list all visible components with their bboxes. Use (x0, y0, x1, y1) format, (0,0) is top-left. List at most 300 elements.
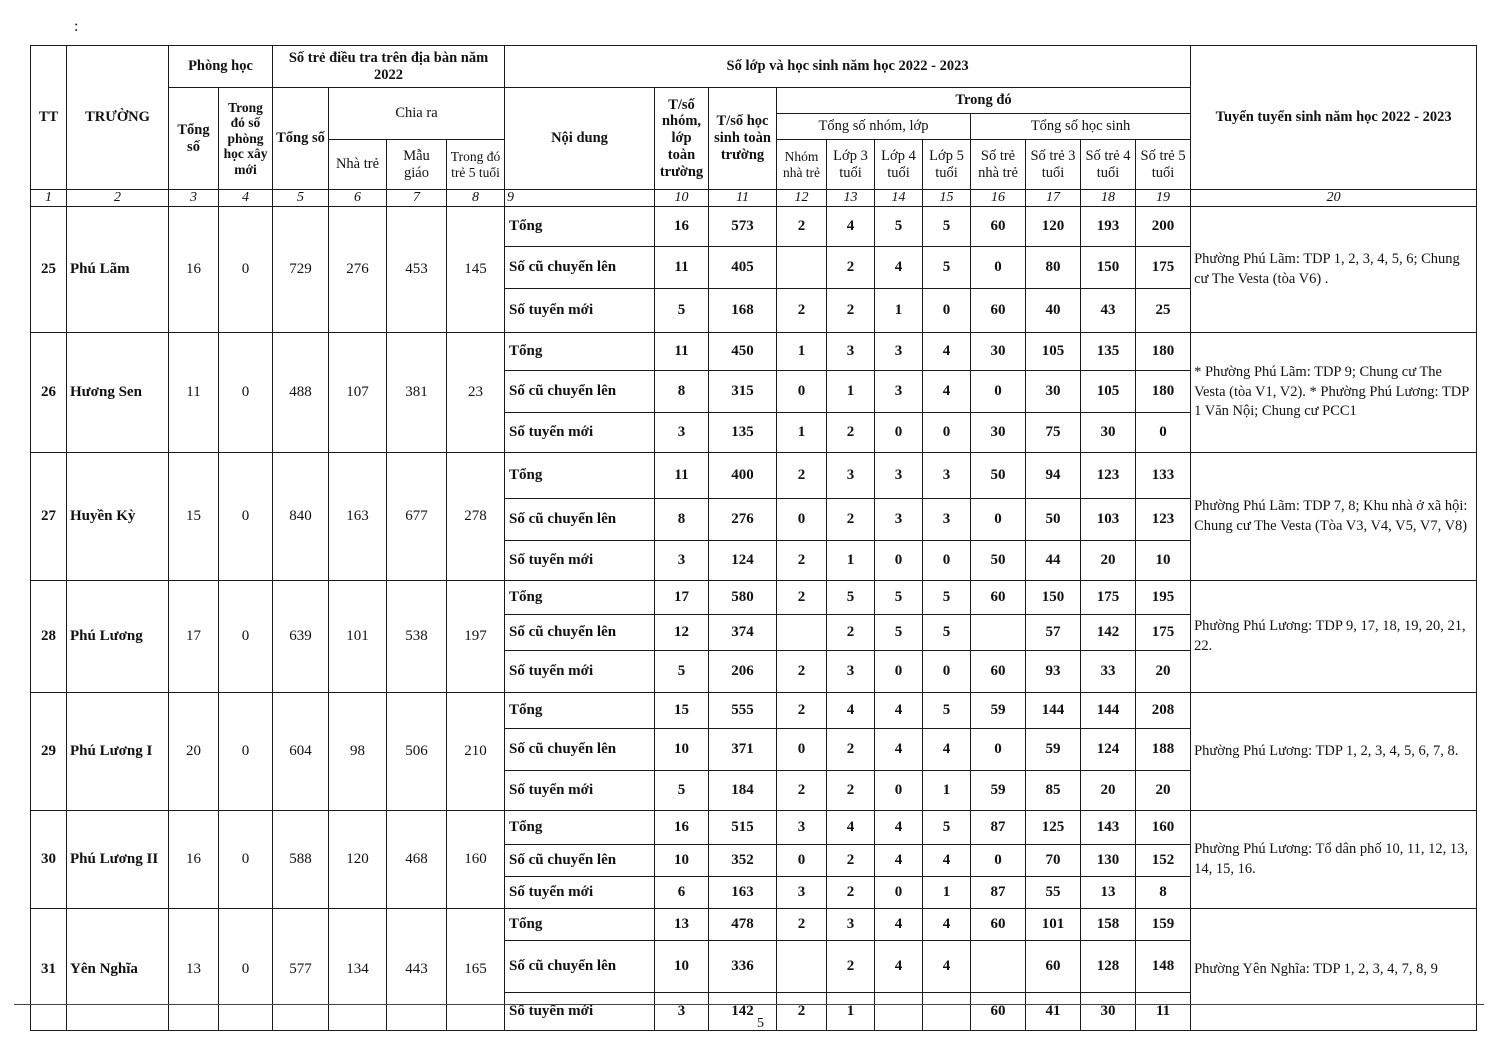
page-number: 5 (757, 1016, 764, 1031)
children-total: 639 (273, 581, 329, 693)
row-label: Số tuyển mới (505, 993, 655, 1031)
children-5yo: 278 (447, 453, 505, 581)
data-cell: 2 (827, 615, 875, 651)
data-cell: 5 (923, 247, 971, 289)
col-so-tre-dieu-tra: Số trẻ điều tra trên địa bàn năm 2022 (273, 46, 505, 88)
data-cell: 10 (655, 729, 709, 771)
col-chia-ra: Chia ra (329, 88, 505, 140)
data-cell: 2 (777, 289, 827, 333)
data-cell: 175 (1136, 615, 1191, 651)
enrollment-area: Phường Phú Lãm: TDP 1, 2, 3, 4, 5, 6; Chung cư The Vesta (tòa V6) . (1191, 207, 1477, 333)
column-index-cell: 16 (971, 190, 1026, 207)
children-nursery: 98 (329, 693, 387, 811)
data-cell: 2 (777, 581, 827, 615)
children-kindergarten: 468 (387, 811, 447, 909)
data-cell: 43 (1081, 289, 1136, 333)
data-cell: 101 (1026, 909, 1081, 941)
column-index-cell: 20 (1191, 190, 1477, 207)
data-cell (875, 993, 923, 1031)
children-5yo: 145 (447, 207, 505, 333)
col-phong-hoc: Phòng học (169, 46, 273, 88)
data-cell: 3 (655, 541, 709, 581)
data-cell: 25 (1136, 289, 1191, 333)
data-cell: 2 (777, 207, 827, 247)
column-index-row (31, 190, 1477, 207)
row-label: Tổng (505, 207, 655, 247)
row-label: Số tuyển mới (505, 651, 655, 693)
data-cell: 158 (1081, 909, 1136, 941)
data-cell: 60 (971, 289, 1026, 333)
table-row (31, 333, 1477, 371)
data-cell: 152 (1136, 845, 1191, 877)
children-kindergarten: 453 (387, 207, 447, 333)
school-tt: 28 (31, 581, 67, 693)
col-phong-tong-so: Tổng số (169, 88, 219, 190)
children-5yo: 210 (447, 693, 505, 811)
data-cell: 10 (655, 941, 709, 993)
data-cell: 5 (655, 771, 709, 811)
data-cell (971, 615, 1026, 651)
data-cell: 3 (827, 651, 875, 693)
data-cell: 87 (971, 877, 1026, 909)
data-cell: 16 (655, 207, 709, 247)
data-cell: 59 (971, 693, 1026, 729)
data-cell: 12 (655, 615, 709, 651)
column-index-cell: 6 (329, 190, 387, 207)
data-cell: 4 (827, 693, 875, 729)
column-index-cell: 14 (875, 190, 923, 207)
children-total: 577 (273, 909, 329, 1031)
school-name: Yên Nghĩa (67, 909, 169, 1031)
data-cell: 405 (709, 247, 777, 289)
data-cell: 5 (923, 693, 971, 729)
data-cell (777, 941, 827, 993)
row-label: Số cũ chuyển lên (505, 615, 655, 651)
col-so-lop-hoc-sinh: Số lớp và học sinh năm học 2022 - 2023 (505, 46, 1191, 88)
data-cell: 315 (709, 371, 777, 413)
column-index-cell: 17 (1026, 190, 1081, 207)
enrollment-area: Phường Phú Lương: Tổ dân phố 10, 11, 12, 13, 14, 15, 16. (1191, 811, 1477, 909)
data-cell: 4 (875, 845, 923, 877)
row-label: Tổng (505, 693, 655, 729)
data-cell: 30 (1081, 993, 1136, 1031)
rooms-new: 0 (219, 581, 273, 693)
column-index-cell: 4 (219, 190, 273, 207)
row-label: Số cũ chuyển lên (505, 499, 655, 541)
table-body (31, 207, 1477, 1031)
data-cell: 0 (971, 845, 1026, 877)
data-cell: 6 (655, 877, 709, 909)
school-name: Phú Lãm (67, 207, 169, 333)
data-cell: 2 (827, 941, 875, 993)
school-tt: 26 (31, 333, 67, 453)
col-so-tre-4-tuoi: Số trẻ 4 tuổi (1081, 140, 1136, 190)
data-cell: 41 (1026, 993, 1081, 1031)
data-cell: 125 (1026, 811, 1081, 845)
data-cell: 4 (875, 693, 923, 729)
data-cell: 3 (827, 333, 875, 371)
rooms-total: 16 (169, 811, 219, 909)
data-cell: 11 (655, 247, 709, 289)
rooms-new: 0 (219, 453, 273, 581)
data-cell: 374 (709, 615, 777, 651)
data-cell: 80 (1026, 247, 1081, 289)
data-cell: 13 (655, 909, 709, 941)
column-index-cell: 18 (1081, 190, 1136, 207)
data-cell: 3 (875, 371, 923, 413)
data-cell: 3 (875, 453, 923, 499)
data-cell: 2 (777, 541, 827, 581)
row-label: Tổng (505, 811, 655, 845)
data-cell: 0 (777, 845, 827, 877)
children-kindergarten: 677 (387, 453, 447, 581)
data-cell: 3 (875, 333, 923, 371)
data-cell: 30 (1081, 413, 1136, 453)
data-cell: 142 (1081, 615, 1136, 651)
data-cell: 135 (709, 413, 777, 453)
column-index-cell: 3 (169, 190, 219, 207)
data-cell: 11 (655, 453, 709, 499)
col-so-tre-3-tuoi: Số trẻ 3 tuổi (1026, 140, 1081, 190)
table-row (31, 693, 1477, 729)
row-label: Số tuyển mới (505, 541, 655, 581)
enrollment-table (30, 45, 1477, 1031)
data-cell: 11 (655, 333, 709, 371)
data-cell: 59 (971, 771, 1026, 811)
column-index-cell: 9 (505, 190, 655, 207)
data-cell: 13 (1081, 877, 1136, 909)
data-cell: 3 (923, 453, 971, 499)
data-cell: 1 (827, 371, 875, 413)
data-cell: 200 (1136, 207, 1191, 247)
column-index-cell: 5 (273, 190, 329, 207)
data-cell: 206 (709, 651, 777, 693)
data-cell: 0 (971, 499, 1026, 541)
data-cell: 11 (1136, 993, 1191, 1031)
col-noi-dung: Nội dung (505, 88, 655, 190)
enrollment-area: Phường Phú Lương: TDP 1, 2, 3, 4, 5, 6, 7, 8. (1191, 693, 1477, 811)
data-cell: 0 (923, 651, 971, 693)
table-row (31, 207, 1477, 247)
rooms-new: 0 (219, 909, 273, 1031)
data-cell: 1 (777, 413, 827, 453)
children-nursery: 107 (329, 333, 387, 453)
school-name: Phú Lương II (67, 811, 169, 909)
row-label: Số cũ chuyển lên (505, 247, 655, 289)
data-cell: 1 (777, 333, 827, 371)
data-cell: 124 (1081, 729, 1136, 771)
data-cell: 5 (875, 615, 923, 651)
data-cell: 2 (827, 729, 875, 771)
data-cell: 371 (709, 729, 777, 771)
data-cell: 105 (1081, 371, 1136, 413)
page-rule (14, 1004, 1484, 1005)
data-cell: 70 (1026, 845, 1081, 877)
col-ts-hoc-sinh: T/số học sinh toàn trường (709, 88, 777, 190)
column-index-cell: 13 (827, 190, 875, 207)
column-index-cell: 2 (67, 190, 169, 207)
rooms-total: 13 (169, 909, 219, 1031)
data-cell: 1 (875, 289, 923, 333)
data-cell (777, 615, 827, 651)
data-cell: 120 (1026, 207, 1081, 247)
data-cell: 60 (971, 581, 1026, 615)
rooms-total: 17 (169, 581, 219, 693)
data-cell: 150 (1026, 581, 1081, 615)
column-index-cell: 19 (1136, 190, 1191, 207)
children-total: 604 (273, 693, 329, 811)
data-cell: 4 (923, 371, 971, 413)
data-cell: 4 (875, 811, 923, 845)
col-nhom-nha-tre: Nhóm nhà trẻ (777, 140, 827, 190)
col-tong-so-nhom-lop: Tổng số nhóm, lớp (777, 114, 971, 140)
data-cell: 94 (1026, 453, 1081, 499)
row-label: Tổng (505, 453, 655, 499)
row-label: Tổng (505, 333, 655, 371)
rooms-total: 20 (169, 693, 219, 811)
data-cell: 44 (1026, 541, 1081, 581)
data-cell: 352 (709, 845, 777, 877)
data-cell: 4 (923, 333, 971, 371)
col-trong-do: Trong đó (777, 88, 1191, 114)
data-cell: 123 (1081, 453, 1136, 499)
data-cell: 123 (1136, 499, 1191, 541)
col-phong-xay-moi: Trong đó số phòng học xây mới (219, 88, 273, 190)
rooms-new: 0 (219, 693, 273, 811)
data-cell: 30 (971, 413, 1026, 453)
data-cell: 0 (923, 289, 971, 333)
data-cell: 10 (655, 845, 709, 877)
children-kindergarten: 538 (387, 581, 447, 693)
column-index-cell: 11 (709, 190, 777, 207)
table-row (31, 811, 1477, 845)
row-label: Số tuyển mới (505, 771, 655, 811)
school-name: Phú Lương (67, 581, 169, 693)
data-cell: 1 (923, 771, 971, 811)
col-lop-4-tuoi: Lớp 4 tuổi (875, 140, 923, 190)
data-cell: 8 (1136, 877, 1191, 909)
children-nursery: 120 (329, 811, 387, 909)
data-cell: 3 (827, 909, 875, 941)
data-cell: 2 (827, 499, 875, 541)
data-cell: 2 (777, 771, 827, 811)
row-label: Số tuyển mới (505, 413, 655, 453)
data-cell: 50 (971, 541, 1026, 581)
table-row (31, 909, 1477, 941)
school-tt: 31 (31, 909, 67, 1031)
enrollment-table-sheet (30, 45, 1476, 1031)
children-nursery: 101 (329, 581, 387, 693)
data-cell: 142 (709, 993, 777, 1031)
data-cell: 4 (923, 909, 971, 941)
data-cell: 515 (709, 811, 777, 845)
data-cell: 128 (1081, 941, 1136, 993)
data-cell: 2 (827, 845, 875, 877)
data-cell: 133 (1136, 453, 1191, 499)
col-so-tre-nha-tre: Số trẻ nhà trẻ (971, 140, 1026, 190)
data-cell: 124 (709, 541, 777, 581)
data-cell: 3 (777, 811, 827, 845)
data-cell: 400 (709, 453, 777, 499)
corner-mark: : (74, 18, 79, 35)
col-nha-tre: Nhà trẻ (329, 140, 387, 190)
col-tre-tong-so: Tổng số (273, 88, 329, 190)
data-cell: 40 (1026, 289, 1081, 333)
column-index-cell: 1 (31, 190, 67, 207)
data-cell: 2 (827, 289, 875, 333)
data-cell: 50 (971, 453, 1026, 499)
data-cell: 4 (923, 941, 971, 993)
data-cell: 150 (1081, 247, 1136, 289)
enrollment-area: Phường Phú Lãm: TDP 7, 8; Khu nhà ở xã hội: Chung cư The Vesta (Tòa V3, V4, V5, V7, V8) (1191, 453, 1477, 581)
children-total: 840 (273, 453, 329, 581)
data-cell: 175 (1081, 581, 1136, 615)
data-cell: 180 (1136, 333, 1191, 371)
data-cell: 8 (655, 371, 709, 413)
school-tt: 27 (31, 453, 67, 581)
data-cell: 0 (777, 371, 827, 413)
data-cell: 135 (1081, 333, 1136, 371)
enrollment-area: Phường Phú Lương: TDP 9, 17, 18, 19, 20, 21, 22. (1191, 581, 1477, 693)
table-row (31, 581, 1477, 615)
school-name: Phú Lương I (67, 693, 169, 811)
data-cell: 2 (777, 693, 827, 729)
data-cell: 0 (971, 247, 1026, 289)
data-cell: 1 (827, 541, 875, 581)
data-cell: 3 (777, 877, 827, 909)
data-cell: 580 (709, 581, 777, 615)
school-name: Hương Sen (67, 333, 169, 453)
data-cell: 0 (1136, 413, 1191, 453)
data-cell: 148 (1136, 941, 1191, 993)
data-cell: 20 (1081, 771, 1136, 811)
data-cell: 60 (971, 993, 1026, 1031)
data-cell: 168 (709, 289, 777, 333)
data-cell: 276 (709, 499, 777, 541)
data-cell: 130 (1081, 845, 1136, 877)
data-cell: 180 (1136, 371, 1191, 413)
table-row (31, 453, 1477, 499)
data-cell: 4 (875, 247, 923, 289)
children-nursery: 134 (329, 909, 387, 1031)
row-label: Số tuyển mới (505, 289, 655, 333)
data-cell: 60 (971, 909, 1026, 941)
data-cell: 1 (827, 993, 875, 1031)
column-index-cell: 15 (923, 190, 971, 207)
children-total: 729 (273, 207, 329, 333)
data-cell: 144 (1081, 693, 1136, 729)
data-cell: 2 (827, 413, 875, 453)
col-so-tre-5-tuoi: Số trẻ 5 tuổi (1136, 140, 1191, 190)
children-nursery: 163 (329, 453, 387, 581)
data-cell: 20 (1136, 651, 1191, 693)
data-cell: 160 (1136, 811, 1191, 845)
data-cell: 20 (1081, 541, 1136, 581)
data-cell: 60 (1026, 941, 1081, 993)
column-index-cell: 7 (387, 190, 447, 207)
data-cell: 50 (1026, 499, 1081, 541)
data-cell: 0 (875, 541, 923, 581)
data-cell: 5 (875, 207, 923, 247)
data-cell: 4 (827, 207, 875, 247)
data-cell: 57 (1026, 615, 1081, 651)
enrollment-area: Phường Yên Nghĩa: TDP 1, 2, 3, 4, 7, 8, 9 (1191, 909, 1477, 1031)
children-5yo: 23 (447, 333, 505, 453)
data-cell: 15 (655, 693, 709, 729)
data-cell: 17 (655, 581, 709, 615)
school-tt: 25 (31, 207, 67, 333)
data-cell: 103 (1081, 499, 1136, 541)
data-cell: 4 (875, 729, 923, 771)
row-label: Số cũ chuyển lên (505, 845, 655, 877)
data-cell: 2 (777, 651, 827, 693)
data-cell: 3 (827, 453, 875, 499)
data-cell: 3 (655, 993, 709, 1031)
data-cell: 1 (923, 877, 971, 909)
data-cell: 208 (1136, 693, 1191, 729)
children-5yo: 197 (447, 581, 505, 693)
data-cell: 159 (1136, 909, 1191, 941)
data-cell: 555 (709, 693, 777, 729)
data-cell: 2 (827, 877, 875, 909)
column-index-cell: 12 (777, 190, 827, 207)
data-cell: 105 (1026, 333, 1081, 371)
row-label: Số cũ chuyển lên (505, 941, 655, 993)
col-ts-nhom-lop: T/số nhóm, lớp toàn trường (655, 88, 709, 190)
data-cell: 30 (1026, 371, 1081, 413)
row-label: Tổng (505, 581, 655, 615)
data-cell: 3 (655, 413, 709, 453)
data-cell: 195 (1136, 581, 1191, 615)
column-index-cell: 10 (655, 190, 709, 207)
data-cell: 0 (923, 541, 971, 581)
table-header (31, 46, 1477, 207)
col-tong-so-hoc-sinh: Tổng số học sinh (971, 114, 1191, 140)
data-cell: 75 (1026, 413, 1081, 453)
data-cell: 0 (875, 651, 923, 693)
col-truong: TRƯỜNG (67, 46, 169, 190)
data-cell: 5 (923, 615, 971, 651)
data-cell: 0 (875, 771, 923, 811)
data-cell: 5 (923, 581, 971, 615)
data-cell: 60 (971, 207, 1026, 247)
data-cell: 0 (777, 729, 827, 771)
data-cell: 0 (875, 877, 923, 909)
children-5yo: 165 (447, 909, 505, 1031)
children-kindergarten: 381 (387, 333, 447, 453)
school-tt: 29 (31, 693, 67, 811)
data-cell: 0 (875, 413, 923, 453)
children-kindergarten: 443 (387, 909, 447, 1031)
data-cell: 188 (1136, 729, 1191, 771)
col-tt: TT (31, 46, 67, 190)
data-cell: 2 (777, 993, 827, 1031)
rooms-total: 16 (169, 207, 219, 333)
children-kindergarten: 506 (387, 693, 447, 811)
data-cell: 193 (1081, 207, 1136, 247)
data-cell: 143 (1081, 811, 1136, 845)
data-cell: 20 (1136, 771, 1191, 811)
data-cell: 4 (875, 909, 923, 941)
children-total: 588 (273, 811, 329, 909)
children-nursery: 276 (329, 207, 387, 333)
data-cell: 0 (923, 413, 971, 453)
data-cell: 0 (777, 499, 827, 541)
data-cell: 4 (827, 811, 875, 845)
data-cell: 5 (923, 811, 971, 845)
school-name: Huyền Kỳ (67, 453, 169, 581)
rooms-new: 0 (219, 207, 273, 333)
